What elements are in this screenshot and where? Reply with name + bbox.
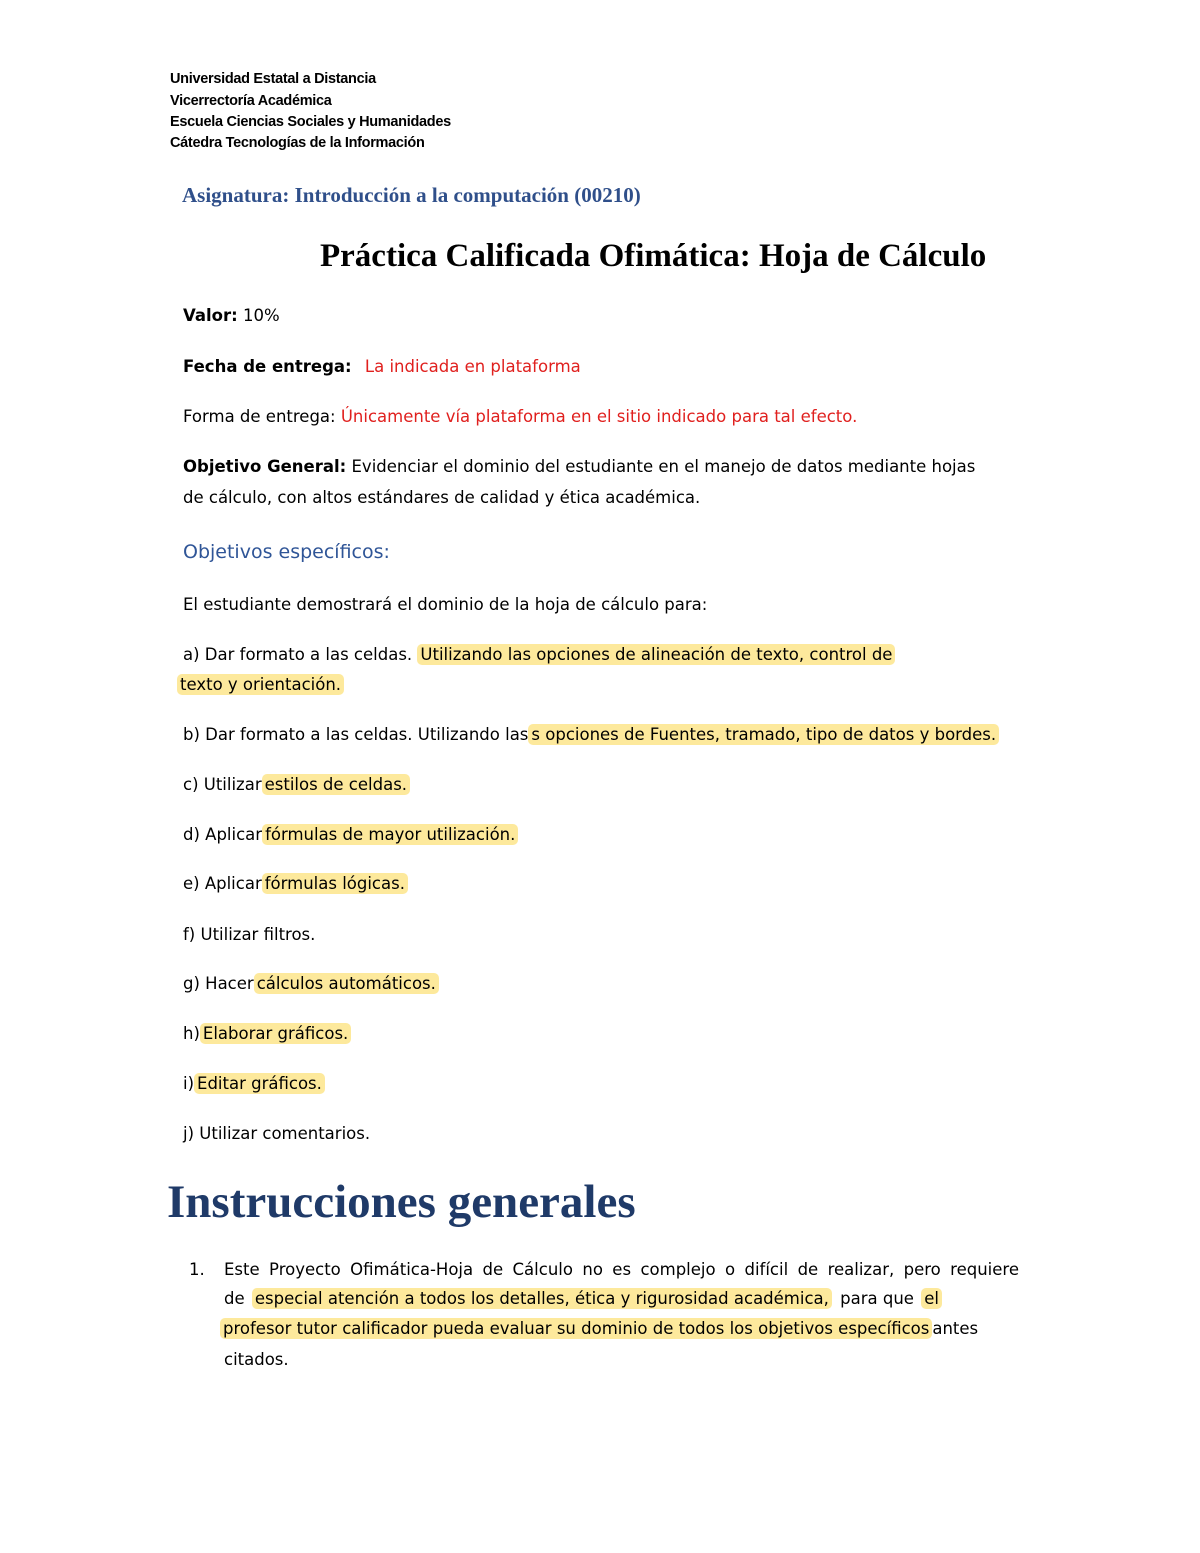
- item-h-plain: h): [183, 1024, 200, 1043]
- header-vicerrectoria: Vicerrectoría Académica: [170, 93, 332, 109]
- item-b-plain: b) Dar formato a las celdas. Utilizando las: [183, 725, 529, 744]
- item-a-highlight2: texto y orientación.: [177, 674, 344, 695]
- instruccion-1-number: 1.: [189, 1260, 205, 1279]
- list-item-b: [183, 725, 999, 744]
- objetivo-general-text1: Evidenciar el dominio del estudiante en el manejo de datos mediante hojas: [346, 457, 976, 476]
- item-a-highlight1: Utilizando las opciones de alineación de texto, control de: [417, 644, 895, 665]
- objetivos-especificos-heading: Objetivos específicos:: [183, 541, 390, 563]
- forma-line: [183, 407, 857, 426]
- list-item-i: [183, 1074, 325, 1093]
- objetivo-general-line1: [183, 457, 975, 476]
- item-e-plain: e) Aplicar: [183, 874, 262, 893]
- valor-line: [183, 306, 280, 325]
- item-i-highlight: Editar gráficos.: [194, 1073, 325, 1094]
- item-c-plain: c) Utilizar: [183, 775, 262, 794]
- list-item-a-line1: [183, 645, 895, 664]
- page-title: Práctica Calificada Ofimática: Hoja de Cálculo: [320, 238, 987, 274]
- item-d-highlight: fórmulas de mayor utilización.: [262, 824, 518, 845]
- objetivos-intro: El estudiante demostrará el dominio de la hoja de cálculo para:: [183, 595, 708, 614]
- instruccion-1-line3-plain: antes: [932, 1319, 979, 1338]
- objetivo-general-label: Objetivo General:: [183, 457, 347, 476]
- fecha-value: La indicada en plataforma: [364, 357, 581, 376]
- list-item-h: [183, 1024, 351, 1043]
- header-escuela: Escuela Ciencias Sociales y Humanidades: [170, 114, 451, 130]
- valor-label: Valor:: [183, 306, 238, 325]
- item-h-highlight: Elaborar gráficos.: [200, 1023, 351, 1044]
- instruccion-1-line3: [220, 1319, 978, 1338]
- forma-value: Únicamente vía plataforma en el sitio indicado para tal efecto.: [340, 407, 858, 426]
- list-item-f: f) Utilizar filtros.: [183, 925, 316, 944]
- fecha-line: [183, 357, 581, 376]
- objetivo-general-line2: de cálculo, con altos estándares de calidad y ética académica.: [183, 488, 701, 507]
- list-item-e: [183, 874, 408, 893]
- item-b-highlight: s opciones de Fuentes, tramado, tipo de datos y bordes.: [528, 724, 999, 745]
- instruccion-1-line2: [224, 1289, 942, 1308]
- forma-label: Forma de entrega:: [183, 407, 341, 426]
- instruccion-1-line2-mid: para que: [840, 1289, 914, 1308]
- instrucciones-heading: Instrucciones generales: [167, 1176, 636, 1228]
- item-d-plain: d) Aplicar: [183, 825, 263, 844]
- item-c-highlight: estilos de celdas.: [262, 774, 410, 795]
- item-a-plain: a) Dar formato a las celdas.: [183, 645, 418, 664]
- list-item-c: [183, 775, 410, 794]
- list-item-d: [183, 825, 518, 844]
- item-e-highlight: fórmulas lógicas.: [262, 873, 408, 894]
- instruccion-1-line1: Este Proyecto Ofimática-Hoja de Cálculo no es complejo o difícil de realizar, pero requiere: [224, 1260, 1019, 1279]
- header-university: Universidad Estatal a Distancia: [170, 71, 376, 87]
- instruccion-1-line2-highlight1: especial atención a todos los detalles, ética y rigurosidad académica,: [252, 1288, 832, 1309]
- header-catedra: Cátedra Tecnologías de la Información: [170, 135, 425, 151]
- item-g-highlight: cálculos automáticos.: [254, 973, 439, 994]
- list-item-a-line2: [177, 675, 344, 694]
- item-i-plain: i): [183, 1074, 195, 1093]
- instruccion-1-line3-highlight: profesor tutor calificador pueda evaluar su dominio de todos los objetivos específicos: [220, 1318, 932, 1339]
- subject-line: Asignatura: Introducción a la computación (00210): [182, 183, 641, 207]
- fecha-label: Fecha de entrega:: [183, 357, 352, 376]
- valor-value: 10%: [237, 306, 280, 325]
- instruccion-1-line2-highlight2: el: [921, 1288, 942, 1309]
- instruccion-1-line4: citados.: [224, 1350, 289, 1369]
- list-item-j: j) Utilizar comentarios.: [183, 1124, 371, 1143]
- list-item-g: [183, 974, 439, 993]
- instruccion-1-line2-plain: de: [224, 1289, 245, 1308]
- item-g-plain: g) Hacer: [183, 974, 254, 993]
